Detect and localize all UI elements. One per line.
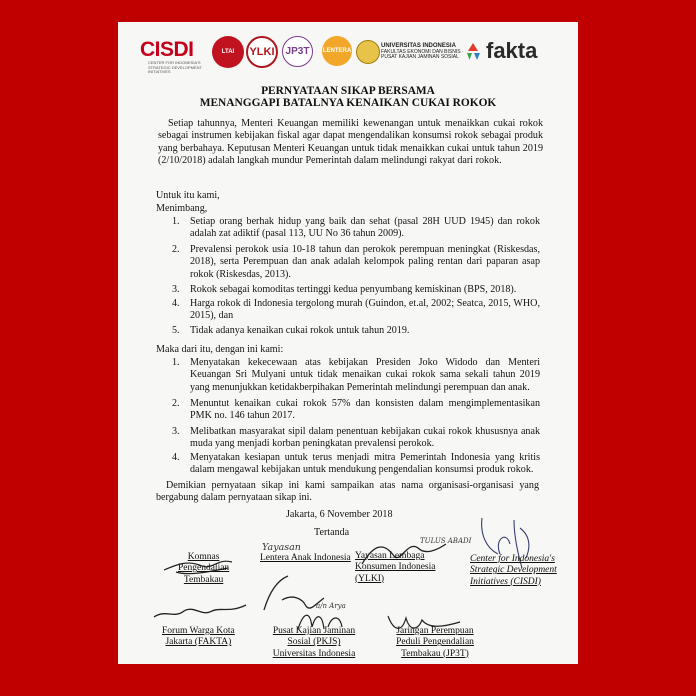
title-line-2: MENANGGAPI BATALNYA KENAIKAN CUKAI ROKOK [199,97,497,109]
jp3t-line-2: Peduli Pengendalian [396,637,474,648]
tuntutan-item-3: Melibatkan masyarakat sipil dalam penentuan kebijakan cukai rokok khususnya anak muda yang menjadi korban peningkatan prevalensi perokok. [190,426,540,450]
pkjs-handwritten-note: a/n Arya [316,602,346,610]
ui-seal-icon [356,40,380,64]
tulus-handwriting: TULUS ABADI [420,537,472,545]
menimbang-num-2: 2. [172,244,180,255]
ylki-line-1: Yayasan Lembaga [355,551,425,561]
closing-paragraph: Demikian pernyataan sikap ini kami sampaikan atas nama organisasi-organisasi yang bergabung dalam pernyataan sikap ini. [156,480,539,504]
lentera-prefix: Yayasan [262,542,301,553]
fakta-logo: fakta [486,38,538,63]
menimbang-item-5: Tidak adanya kenaikan cukai rokok untuk tahun 2019. [190,325,410,336]
fakta-line-1: Forum Warga Kota [162,626,235,636]
untuk-itu: Untuk itu kami, [156,190,220,201]
menimbang-num-1: 1. [172,216,180,227]
signatory-ylki [355,551,435,585]
menimbang-item-2: Prevalensi perokok usia 10-18 tahun dan perokok perempuan meningkat (Riskesdas, 2018), serta Perempuan dan anak adalah kelompok paling rentan dari paparan asap rokok (Riskesdas, 2013). [190,244,540,280]
jp3t-line-1: Jaringan Perempuan [396,626,474,636]
menimbang-item-3: Rokok sebagai komoditas tertinggi kedua penyumbang kemiskinan (BPS, 2018). [190,284,517,295]
cisdi-logo-subtitle: CENTER FOR INDONESIA'S STRATEGIC DEVELOPMENT INITIATIVES [148,60,202,74]
tuntutan-item-1: Menyatakan kekecewaan atas kebijakan Presiden Joko Widodo dan Menteri Keuangan Sri Mulyani untuk tidak menaikan cukai rokok sama sekali tahun 2019 yang menunjukkan ketidakberpihakan Pemerintah melindungi perempuan dan anak. [190,357,540,393]
signatory-cisdi [470,554,557,588]
tuntutan-num-3: 3. [172,426,180,437]
menimbang-num-3: 3. [172,284,180,295]
menimbang-item-1: Setiap orang berhak hidup yang baik dan sehat (pasal 28H UUD 1945) dan rokok adalah zat adiktif (pasal 113, UU No 36 tahun 2009). [190,216,540,240]
menimbang-num-5: 5. [172,325,180,336]
tuntutan-item-4: Menyatakan kesiapan untuk terus menjadi mitra Pemerintah Indonesia yang kritis dalam mengawal kebijakan untuk mendukung pengendalian konsumsi produk rokok. [190,452,540,476]
ylki-line-2: Konsumen Indonesia [355,562,436,573]
document-title [118,85,578,109]
fakta-signature [150,597,250,627]
cisdi-line-2: Strategic Development [470,565,557,576]
signatory-lentera: Lentera Anak Indonesia [260,553,351,563]
tuntutan-num-4: 4. [172,452,180,463]
signatory-jp3t [380,626,490,660]
pkjs-line-1: Pusat Kajian Jaminan [272,626,356,636]
tertanda-label: Tertanda [314,527,350,538]
jp3t-logo: JP3T [282,36,313,67]
signatory-fakta [162,626,235,649]
komnas-line-3: Tembakau [183,574,224,585]
tuntutan-item-2: Menuntut kenaikan cukai rokok 57% dan konsisten dalam mengimplementasikan PMK no. 146 tahun 2017. [190,398,540,422]
pkjs-line-3: Universitas Indonesia [272,648,356,659]
jp3t-line-3: Tembakau (JP3T) [401,648,469,659]
title-line-1: PERNYATAAN SIKAP BERSAMA [261,85,435,97]
menimbang-label: Menimbang, [156,203,208,214]
maka-label: Maka dari itu, dengan ini kami: [156,344,284,355]
ylki-logo: YLKI [246,36,278,68]
ltai-logo: LTAI [212,36,244,68]
lentera-logo: LENTERA [322,36,352,66]
cisdi-line-1: Center for Indonesia's [470,554,555,564]
komnas-line-2: Pengendalian [178,563,230,574]
ui-logo-sub: FAKULTAS EKONOMI DAN BISNIS · PUSAT KAJIAN JAMINAN SOSIAL [381,48,464,60]
ylki-line-3: (YLKI) [355,573,385,584]
signatory-pkjs [260,626,368,660]
menimbang-item-4: Harga rokok di Indonesia tergolong murah (Guindon, et.al, 2002; Seatca, 2015, WHO, 2015), dan [190,298,540,322]
intro-paragraph: Setiap tahunnya, Menteri Keuangan memiliki kewenangan untuk menaikkan cukai rokok sebagai instrumen kebijakan fiskal agar dapat mengendalikan konsumsi rokok sebagai produk yang berbahaya. Keputusan Menteri Keuangan untuk tidak menaikkan cukai untuk tahun 2019 (2/10/2018) adalah langkah mundur Pemerintah dalam melindungi rakyat dari rokok. [158,118,543,166]
logo-bar [118,30,578,72]
tuntutan-num-2: 2. [172,398,180,409]
fakta-line-2: Jakarta (FAKTA) [165,637,232,648]
pkjs-line-2: Sosial (PKJS) [287,637,341,648]
tuntutan-num-1: 1. [172,357,180,368]
cisdi-logo: CISDI [140,38,194,61]
signatory-komnas [178,552,229,586]
fakta-triangle-icon [463,42,483,62]
document-page [118,22,578,664]
komnas-line-1: Komnas [187,552,220,562]
menimbang-num-4: 4. [172,298,180,309]
cisdi-line-3: Initiatives (CISDI) [470,576,541,587]
place-date: Jakarta, 6 November 2018 [286,509,393,520]
ui-logo-name: UNIVERSITAS INDONESIA [381,43,456,49]
